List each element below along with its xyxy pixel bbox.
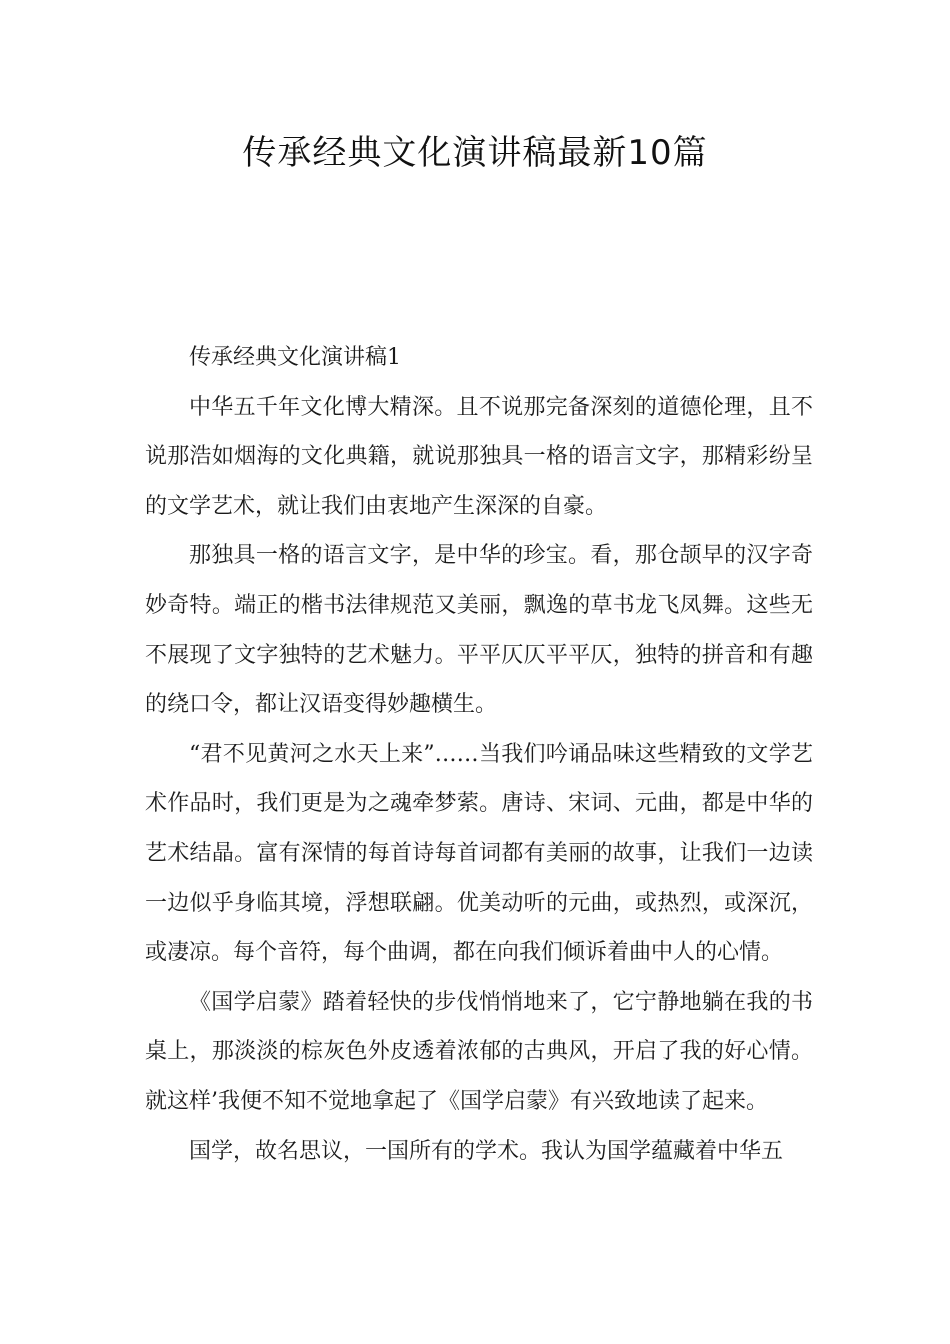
document-title: 传承经典文化演讲稿最新10篇 <box>242 133 708 173</box>
document-body <box>145 333 813 1176</box>
section-heading: 传承经典文化演讲稿1 <box>189 345 401 370</box>
paragraph-3: “君不见黄河之水天上来”……当我们吟诵品味这些精致的文学艺术作品时，我们更是为之魂牵梦萦。唐诗、宋词、元曲，都是中华的艺术结晶。富有深情的每首诗每首词都有美丽的故事，让我们一边读一边似乎身临其境，浮想联翩。优美动听的元曲，或热烈，或深沉，或凄凉。每个音符，每个曲调，都在向我们倾诉着曲中人的心情。 <box>145 741 813 966</box>
paragraph-5: 国学，故名思议，一国所有的学术。我认为国学蕴藏着中华五 <box>189 1138 784 1164</box>
paragraph-1: 中华五千年文化博大精深。且不说那完备深刻的道德伦理，且不说那浩如烟海的文化典籍，就说那独具一格的语言文字，那精彩纷呈的文学艺术，就让我们由衷地产生深深的自豪。 <box>145 394 813 519</box>
paragraph-4: 《国学启蒙》踏着轻快的步伐悄悄地来了，它宁静地躺在我的书桌上，那淡淡的棕灰色外皮透着浓郁的古典风，开启了我的好心情。就这样’我便不知不觉地拿起了《国学启蒙》有兴致地读了起来。 <box>145 989 813 1114</box>
paragraph-2: 那独具一格的语言文字，是中华的珍宝。看，那仓颉早的汉字奇妙奇特。端正的楷书法律规范又美丽，飘逸的草书龙飞凤舞。这些无不展现了文字独特的艺术魅力。平平仄仄平平仄，独特的拼音和有趣的绕口令，都让汉语变得妙趣横生。 <box>145 543 813 718</box>
